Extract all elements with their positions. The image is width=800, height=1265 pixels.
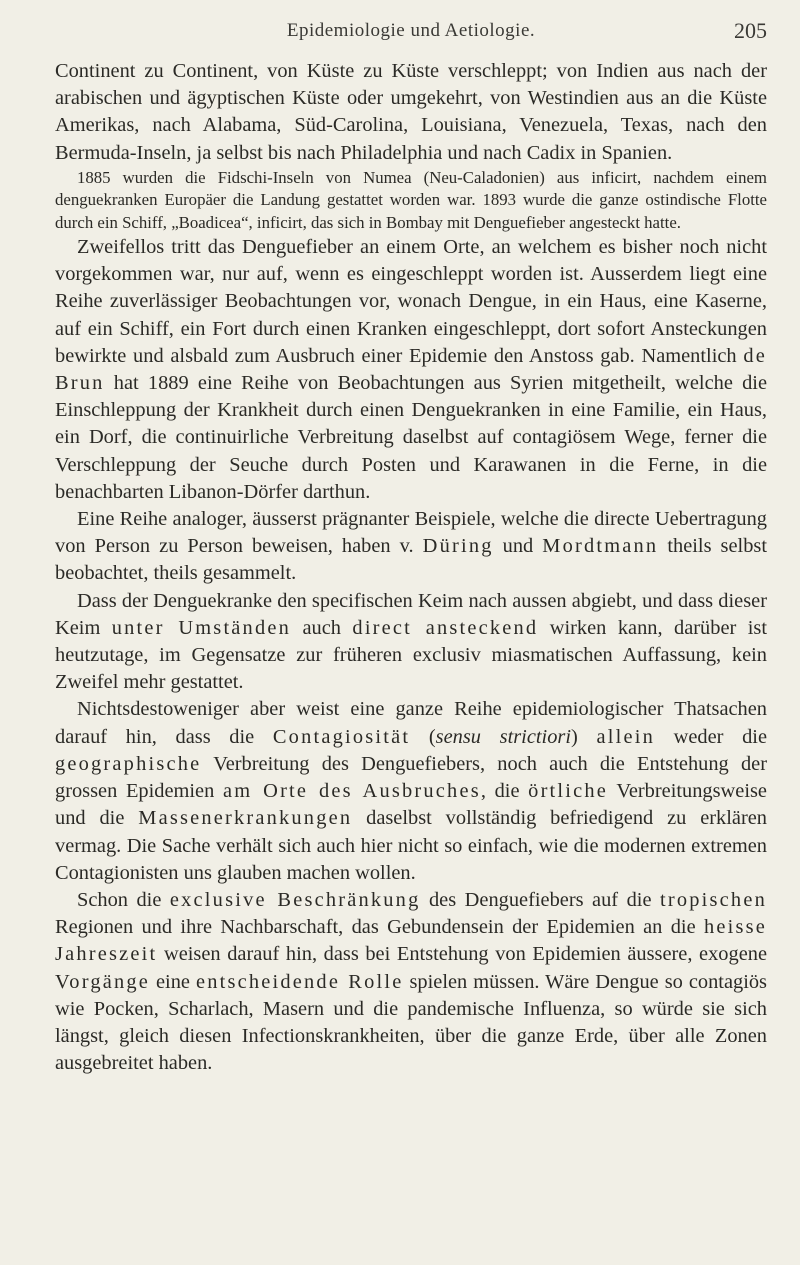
- emphasis: tropischen: [660, 888, 767, 911]
- text-run: Zweifellos tritt das Denguefieber an einem Orte, an welchem es bisher noch nicht vorgekommen war, nur auf, wenn es eingeschleppt worden ist. Ausserdem liegt eine Reihe zuverlässiger Beobachtungen vor, wonach Dengue, in ein Haus, eine Kaserne, auf ein Schiff, ein Fort durch einen Kranken eingeschleppt, dort sofort Ansteckungen bewirkte und alsbald zum Ausbruch einer Epidemie den Anstoss gab. Namentlich: [55, 236, 767, 367]
- text-run: Verbreitung des Denguefiebers, noch auch die Entstehung der grossen Epidemien: [55, 752, 767, 803]
- text-run: spielen müssen. Wäre Dengue so contagiös wie Pocken, Scharlach, Masern und die pandemische Influenza, so würde sie sich längst, gleich diesen Infectionskrankheiten, über die ganze Erde, über alle Zonen ausgebreitet haben.: [55, 970, 767, 1075]
- emphasis: geographische: [55, 752, 202, 775]
- text-run: ): [571, 725, 597, 748]
- text-run: auch: [291, 616, 353, 639]
- emphasis: direct ansteckend: [352, 616, 539, 639]
- emphasis: am Orte des Ausbruches: [222, 780, 481, 803]
- text-run: weisen darauf hin, dass bei Entstehung von Epidemien äussere, exogene: [157, 943, 767, 966]
- text-run: (: [410, 725, 436, 748]
- emphasis: entscheidende Rolle: [195, 970, 404, 993]
- paragraph-examples: [55, 506, 767, 588]
- text-run: Schon die: [77, 888, 170, 911]
- running-head: Epidemiologie und Aetiologie.: [286, 20, 536, 41]
- text-run: und: [493, 535, 543, 558]
- text-run: wirken kann, darüber ist heutzutage, im Gegensatze zur früheren exclusiv miasmatischen Auffassung, kein Zweifel mehr gestattet.: [55, 616, 768, 694]
- paragraph-contagion: [55, 588, 767, 697]
- body-text: [55, 58, 767, 1077]
- author-name: Mordtmann: [542, 535, 659, 558]
- text-run: Regionen und ihre Nachbarschaft, das Gebundensein der Epidemien an die: [55, 916, 704, 939]
- paragraph-importation: [55, 234, 767, 506]
- text-run: des Denguefiebers auf die: [420, 888, 661, 911]
- emphasis: Vorgänge: [55, 970, 150, 993]
- text-run: , die: [480, 780, 529, 803]
- text-run: theils selbst beobachtet, theils gesammelt.: [55, 535, 767, 585]
- emphasis: Massenerkrankungen: [138, 807, 353, 830]
- author-name: de Brun: [55, 344, 767, 395]
- text-run: Nichtsdestoweniger aber weist eine ganze Reihe epidemiologischer Thatsachen darauf hin, dass die: [55, 698, 767, 748]
- emphasis: örtliche: [528, 780, 609, 803]
- paragraph-small-print: 1885 wurden die Fidschi-Inseln von Numea (Neu-Caladonien) aus inficirt, nachdem einem denguekranken Europäer die Landung gestattet worden war. 1893 wurde die ganze ostindische Flotte durch ein Schiff, „Boadicea“, inficirt, das sich in Bombay mit Denguefieber angesteckt hatte.: [55, 167, 767, 232]
- paragraph-tropics: [55, 887, 767, 1077]
- text-run: Dass der Denguekranke den specifischen Keim nach aussen abgiebt, und dass dieser Keim: [55, 589, 767, 639]
- text-run: Verbreitungsweise und die: [55, 780, 767, 830]
- emphasis: heisse Jahreszeit: [55, 916, 767, 966]
- text-run: Eine Reihe analoger, äusserst prägnanter Beispiele, welche die directe Uebertragung von Person zu Person beweisen, haben v.: [55, 508, 767, 558]
- text-run: hat 1889 eine Reihe von Beobachtungen aus Syrien mitgetheilt, welche die Einschleppung der Krankheit durch einen Denguekranken in eine Familie, ein Haus, ein Dorf, die continuirliche Verbreitung daselbst auf contagiösem Wege, ferner die Verschleppung der Seuche durch Posten und Karawanen in die Ferne, in die benachbarten Libanon-Dörfer darthun.: [55, 372, 767, 503]
- text-run: weder die: [654, 725, 767, 748]
- page-number: 205: [734, 18, 767, 43]
- latin-phrase: sensu strictiori: [435, 725, 572, 748]
- emphasis: unter Umständen: [111, 616, 291, 639]
- text-run: daselbst vollständig befriedigend zu erklären vermag. Die Sache verhält sich auch hier nicht so einfach, wie die modernen extremen Contagionisten uns glauben machen wollen.: [55, 807, 767, 884]
- page-header: [55, 20, 767, 48]
- paragraph-epidemiology: [55, 696, 767, 886]
- author-name: Düring: [422, 535, 494, 558]
- emphasis: Contagiosität: [272, 725, 411, 748]
- text-run: eine: [150, 970, 196, 993]
- emphasis: allein: [596, 725, 655, 748]
- paragraph-continuation: Continent zu Continent, von Küste zu Küste verschleppt; von Indien aus nach der arabischen und ägyptischen Küste oder umgekehrt, von Westindien aus an die Küste Amerikas, nach Alabama, Süd-Carolina, Louisiana, Venezuela, Texas, nach den Bermuda-Inseln, ja selbst bis nach Philadelphia und nach Cadix in Spanien.: [55, 60, 767, 164]
- emphasis: exclusive Beschränkung: [169, 888, 421, 911]
